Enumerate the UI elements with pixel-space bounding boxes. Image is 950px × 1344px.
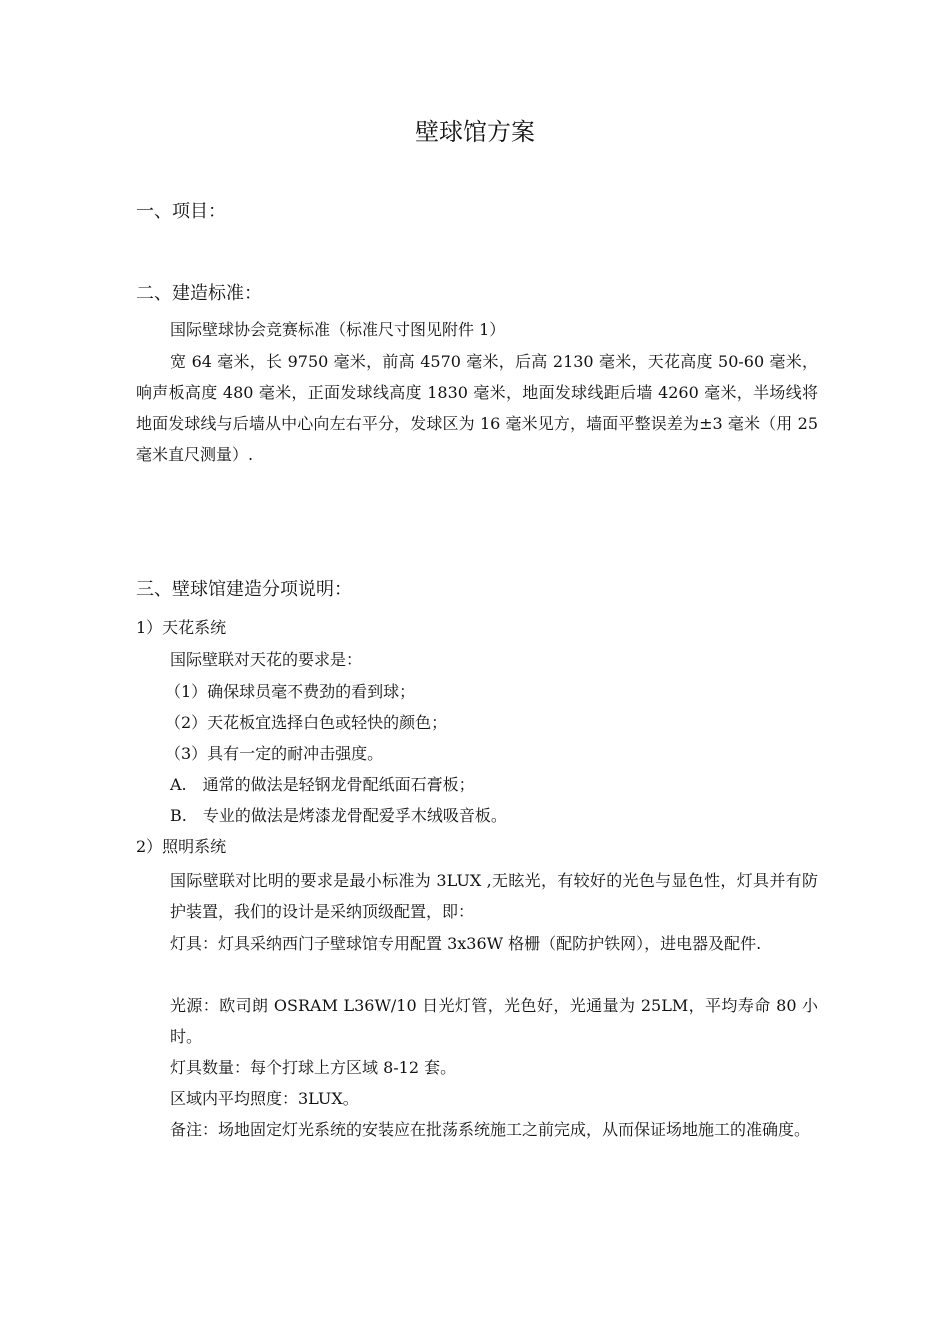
lighting-note-paragraph: 备注：场地固定灯光系统的安装应在批荡系统施工之前完成，从而保证场地施工的准确度。 <box>170 1120 811 1139</box>
section-1-heading: 一、项目： <box>136 201 226 222</box>
ceiling-requirement-item: （1）确保球员毫不费劲的看到球； <box>165 682 416 701</box>
lighting-source-paragraph: 光源：欧司朗 OSRAM L36W/10 日光灯管，光色好，光通量为 25LM，平均寿命 80 小时。 <box>170 996 818 1046</box>
standard-intro: 国际壁球协会竞赛标准（标准尺寸图见附件 1） <box>170 320 506 339</box>
section-3-heading: 三、壁球馆建造分项说明： <box>136 579 352 600</box>
ceiling-system-title: 1）天花系统 <box>136 618 227 637</box>
document-title: 壁球馆方案 <box>415 118 535 146</box>
ceiling-option-item: A. 通常的做法是轻钢龙骨配纸面石膏板； <box>170 775 475 794</box>
section-2-heading: 二、建造标准： <box>136 283 262 304</box>
lighting-requirements-paragraph: 国际壁联对比明的要求是最小标准为 3LUX ,无眩光，有较好的光色与显色性，灯具并有防护装置，我们的设计是采纳顶级配置，即： <box>170 871 818 921</box>
lighting-illuminance-line: 区域内平均照度：3LUX。 <box>170 1089 359 1108</box>
ceiling-option-item: B. 专业的做法是烤漆龙骨配爱孚木绒吸音板。 <box>170 806 507 825</box>
ceiling-requirements-intro: 国际壁联对天花的要求是： <box>170 650 363 669</box>
lighting-system-title: 2）照明系统 <box>136 837 227 856</box>
standard-dimensions-paragraph: 宽 64 毫米，长 9750 毫米，前高 4570 毫米，后高 2130 毫米，天花高度 50-60 毫米，响声板高度 480 毫米，正面发球线高度 1830 毫米，地面发球线距后墙 4260 毫米，半场线将地面发球线与后墙从中心向左右平分，发球区为 16 毫米见方，墙面平整误差为±3 毫米（用 25 毫米直尺测量）. <box>136 352 818 464</box>
ceiling-requirement-item: （2）天花板宜选择白色或轻快的颜色； <box>165 713 448 732</box>
lighting-fixtures-paragraph: 灯具：灯具采纳西门子壁球馆专用配置 3x36W 格栅（配防护铁网），进电器及配件. <box>170 934 762 953</box>
lighting-quantity-line: 灯具数量：每个打球上方区域 8-12 套。 <box>170 1058 457 1077</box>
ceiling-requirement-item: （3）具有一定的耐冲击强度。 <box>165 744 384 763</box>
